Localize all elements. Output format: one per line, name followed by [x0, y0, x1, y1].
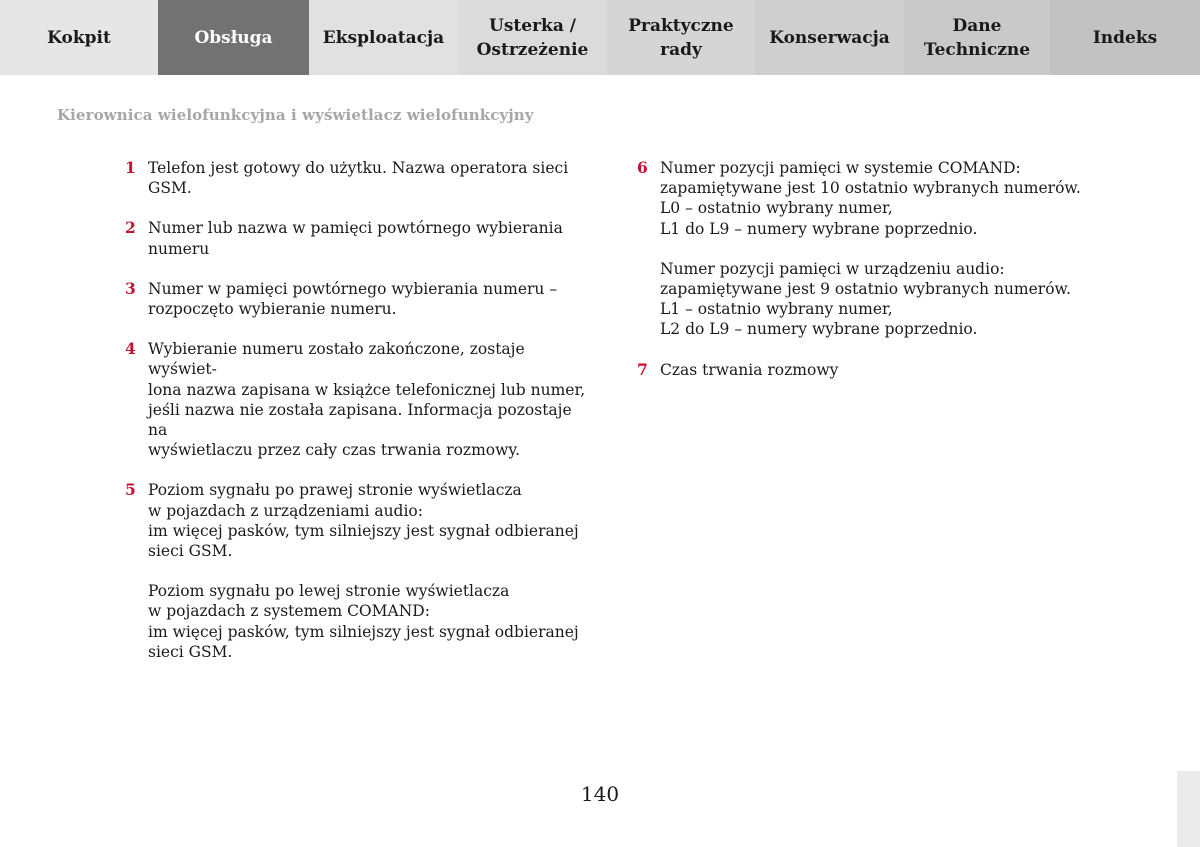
right-column — [636, 158, 1106, 400]
item-number: 4 — [125, 339, 136, 359]
tab-praktyczne-rady[interactable]: Praktyczne rady — [607, 0, 755, 75]
item-number: 1 — [125, 158, 136, 177]
item-text: Poziom sygnału po lewej stronie wyświetlacza w pojazdach z systemem COMAND: im więcej pasków, tym silniejszy jest sygnał odbieranej sieci GSM. — [148, 582, 579, 661]
item-number: 2 — [125, 218, 136, 238]
item-text: Numer w pamięci powtórnego wybierania numeru – rozpoczęto wybieranie numeru. — [148, 279, 558, 319]
list-item — [636, 360, 1106, 380]
tab-usterka-ostrzezenie[interactable]: Usterka / Ostrzeżenie — [458, 0, 607, 75]
section-title: Kierownica wielofunkcyjna i wyświetlacz wielofunkcyjny — [57, 106, 534, 124]
list-item — [124, 339, 594, 460]
item-number: 7 — [637, 359, 648, 379]
item-number: 6 — [637, 158, 648, 177]
item-text: Czas trwania rozmowy — [660, 360, 839, 379]
item-number: 5 — [125, 480, 136, 500]
list-item — [124, 158, 594, 198]
item-text: Wybieranie numeru zostało zakończone, zostaje wyświet- lona nazwa zapisana w książce telefonicznej lub numer, jeśli nazwa nie została zapisana. Informacja pozostaje na wyświetlaczu przez cały czas trwania rozmowy. — [148, 340, 586, 460]
tab-obsluga[interactable]: Obsługa — [158, 0, 309, 75]
item-text: Numer pozycji pamięci w systemie COMAND: zapamiętywane jest 10 ostatnio wybranych numerów. L0 – ostatnio wybrany numer, L1 do L9 – numery wybrane poprzednio. — [660, 159, 1081, 238]
item-number: 3 — [125, 278, 136, 298]
tab-dane-techniczne[interactable]: Dane Techniczne — [904, 0, 1050, 75]
item-text: Numer pozycji pamięci w urządzeniu audio: zapamiętywane jest 9 ostatnio wybranych numerów. L1 – ostatnio wybrany numer, L2 do L9 – numery wybrane poprzednio. — [660, 259, 1071, 339]
tab-kokpit[interactable]: Kokpit — [0, 0, 158, 75]
item-text: Poziom sygnału po prawej stronie wyświetlacza w pojazdach z urządzeniami audio: im więcej pasków, tym silniejszy jest sygnał odbieranej sieci GSM. — [148, 481, 579, 561]
side-thumb-tab — [1177, 771, 1200, 847]
chapter-tab-bar — [0, 0, 1200, 75]
list-item — [636, 158, 1106, 340]
list-item — [124, 480, 594, 662]
tab-eksploatacja[interactable]: Eksploatacja — [309, 0, 458, 75]
list-item — [124, 218, 594, 258]
item-text: Telefon jest gotowy do użytku. Nazwa operatora sieci GSM. — [148, 159, 569, 198]
page-number: 140 — [580, 782, 620, 806]
list-item — [124, 279, 594, 319]
tab-konserwacja[interactable]: Konserwacja — [755, 0, 904, 75]
item-text: Numer lub nazwa w pamięci powtórnego wybierania numeru — [148, 219, 563, 258]
left-column — [124, 158, 594, 682]
tab-indeks[interactable]: Indeks — [1050, 0, 1200, 75]
